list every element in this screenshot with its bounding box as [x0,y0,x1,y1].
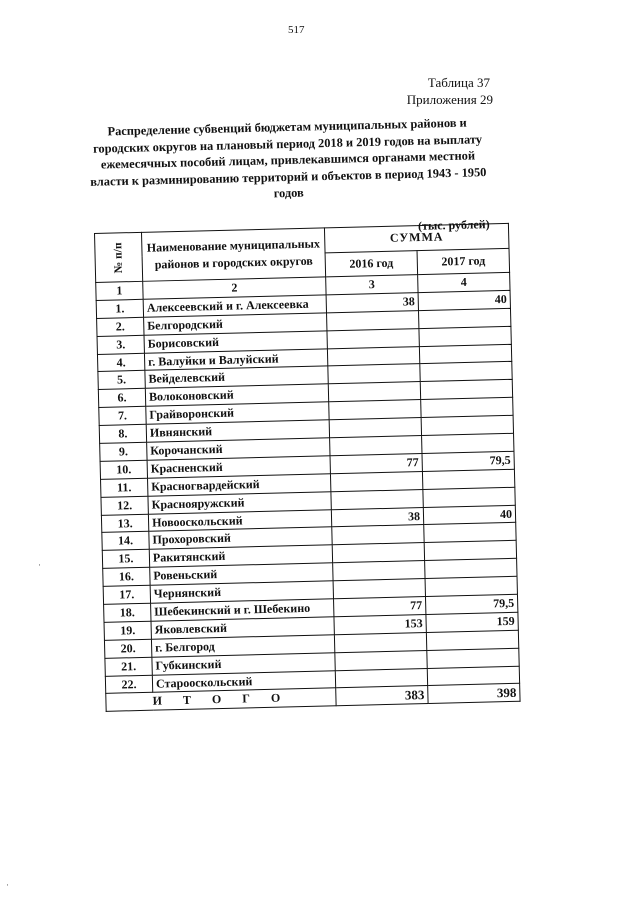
row-name: Шебекинский и г. Шебекино [151,599,334,621]
row-name: Грайворонский [146,402,329,424]
index-cell: 4 [418,272,510,292]
row-name: Ровеньский [150,563,333,585]
index-cell: 1 [96,281,143,300]
row-value-2016 [328,364,420,384]
row-value-2016 [329,400,421,420]
row-number: 19. [104,621,151,640]
total-2016: 383 [336,686,428,706]
row-name: Алексеевский и г. Алексеевка [143,295,326,317]
row-number: 16. [103,567,150,586]
title-line: годов [273,185,304,201]
row-value-2017 [420,362,512,382]
row-number: 1. [96,299,143,318]
row-value-2017 [425,559,517,579]
row-value-2016 [329,418,421,438]
row-value-2016 [335,650,427,670]
row-number: 20. [104,639,151,658]
row-value-2016: 153 [334,614,426,634]
row-value-2016 [331,489,423,509]
row-name: г. Валуйки и Валуйский [144,348,327,370]
row-number: 4. [97,353,144,372]
row-name: Красненский [147,456,330,478]
row-value-2017 [422,469,514,489]
row-value-2017: 40 [418,290,510,310]
row-name: г. Белгород [151,635,334,657]
row-value-2016 [333,579,425,599]
row-value-2017 [418,308,510,328]
row-number: 7. [99,407,146,426]
row-value-2017 [424,541,516,561]
row-value-2016 [328,382,420,402]
row-number: 14. [102,532,149,551]
row-name: Чернянский [150,581,333,603]
row-name: Борисовский [144,331,327,353]
row-value-2016 [330,436,422,456]
row-value-2017: 40 [423,505,515,525]
table-label: Таблица 37 [427,75,490,90]
row-value-2017 [421,398,513,418]
attachment-label [406,74,493,108]
header-2016: 2016 год [325,250,418,277]
row-name: Старооскольский [152,670,335,692]
title-line: Распределение субвенций бюджетам муниципальных районов и [107,115,467,139]
row-number: 10. [100,460,147,479]
row-value-2016: 77 [334,597,426,617]
row-value-2017 [422,433,514,453]
row-number: 17. [103,585,150,604]
row-name: Ивнянский [146,420,329,442]
row-value-2017 [427,666,519,686]
header-sum: СУММА [324,223,509,252]
header-num: № п/п [95,232,143,282]
row-value-2017 [420,380,512,400]
total-2017: 398 [428,684,520,704]
row-name: Губкинский [152,652,335,674]
appendix-label: Приложения 29 [406,92,493,107]
row-name: Прохоровский [149,527,332,549]
row-number: 15. [102,550,149,569]
row-number: 5. [98,371,145,390]
row-value-2017: 79,5 [422,451,514,471]
row-number: 22. [105,675,152,694]
units-label: (тыс. рублей) [417,217,490,233]
row-value-2017 [421,415,513,435]
title-line: ежемесячных пособий лицам, привлекавшимся органами местной [100,148,476,172]
row-number: 6. [98,389,145,408]
row-value-2016 [327,310,419,330]
row-value-2016: 38 [326,292,418,312]
row-value-2017 [419,326,511,346]
row-name: Вейделевский [145,366,328,388]
row-number: 18. [104,603,151,622]
row-name: Волоконовский [145,384,328,406]
row-number: 9. [100,442,147,461]
row-number: 11. [101,478,148,497]
row-value-2017: 159 [426,612,518,632]
row-name: Красногвардейский [148,474,331,496]
header-name: Наименование муниципальных районов и городских округов [141,228,325,281]
row-name: Яковлевский [151,617,334,639]
row-name: Корочанский [147,438,330,460]
row-value-2017 [424,523,516,543]
index-cell: 2 [143,277,326,299]
document-title [82,114,494,207]
row-value-2016 [332,525,424,545]
total-label: И Т О Г О [106,688,336,712]
row-number: 12. [101,496,148,515]
row-value-2016: 38 [331,507,423,527]
header-2017: 2017 год [417,248,510,275]
row-value-2016 [330,471,422,491]
row-number: 8. [99,424,146,443]
row-value-2016 [332,543,424,563]
row-name: Новооскольский [148,509,331,531]
row-value-2017 [423,487,515,507]
row-number: 21. [105,657,152,676]
row-value-2017: 79,5 [425,594,517,614]
title-line: власти к разминированию территорий и объектов в период 1943 - 1950 [90,164,487,189]
row-name: Ракитянский [149,545,332,567]
margin-dot: · [6,880,9,890]
subsidy-table [94,223,521,712]
row-value-2016 [327,328,419,348]
row-value-2016 [335,668,427,688]
title-line: городских округов на плановый период 2018 и 2019 годов на выплату [92,131,483,156]
row-value-2016 [333,561,425,581]
index-cell: 3 [326,275,418,295]
row-number: 13. [101,514,148,533]
row-value-2017 [425,576,517,596]
row-value-2016 [327,346,419,366]
subsidy-table-wrapper [94,223,521,712]
page-number: 517 [288,24,305,36]
row-value-2017 [426,630,518,650]
table-body [96,290,519,694]
row-value-2017 [427,648,519,668]
row-value-2016: 77 [330,453,422,473]
row-number: 3. [97,335,144,354]
row-name: Белгородский [144,313,327,335]
row-value-2016 [334,632,426,652]
row-name: Краснояружский [148,491,331,513]
row-value-2017 [419,344,511,364]
margin-dot: · [38,560,41,570]
row-number: 2. [97,317,144,336]
